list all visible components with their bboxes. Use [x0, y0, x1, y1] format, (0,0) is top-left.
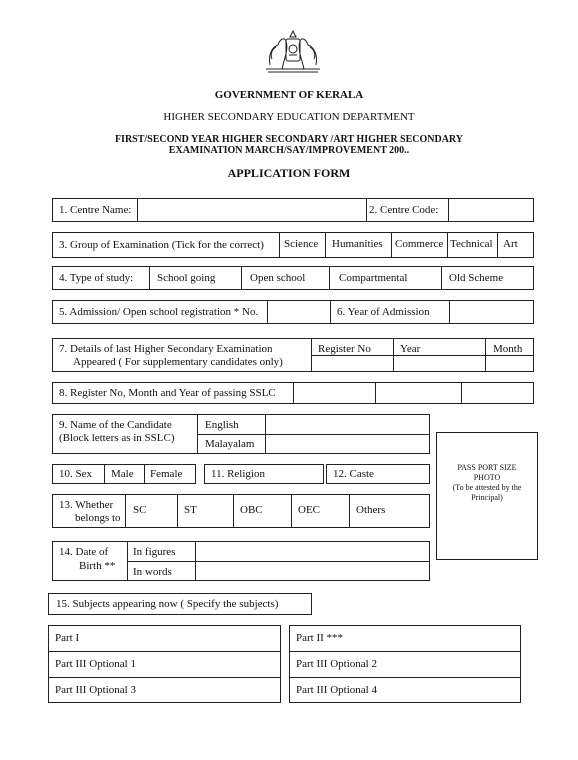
belongs-option-label: SC — [133, 504, 147, 516]
dob-row — [52, 541, 430, 581]
candidate-name-row — [52, 414, 430, 454]
admission-row — [52, 300, 534, 324]
last-exam-month-cell[interactable] — [485, 339, 533, 371]
sex-label: 10. Sex — [59, 468, 92, 480]
subjects-label: 15. Subjects appearing now ( Specify the subjects) — [56, 598, 279, 610]
subject-part-ii-field[interactable] — [290, 626, 520, 651]
year-of-admission-label: 6. Year of Admission — [337, 306, 430, 318]
subject-part-i-field[interactable] — [49, 626, 280, 651]
centre-code-label: 2. Centre Code: — [369, 204, 439, 216]
exam-title-line1: FIRST/SECOND YEAR HIGHER SECONDARY /ART HIGHER SECONDARY — [114, 134, 464, 145]
group-option-art[interactable] — [497, 233, 533, 257]
photo-label-line2: PHOTO — [473, 473, 501, 482]
belongs-option-label: OBC — [240, 504, 263, 516]
sex-option-female[interactable] — [144, 465, 195, 483]
dob-figures-field[interactable] — [196, 542, 429, 561]
dob-label-line1: 14. Date of — [59, 546, 109, 558]
subjects-left-table — [48, 625, 281, 703]
centre-name-field[interactable] — [137, 199, 367, 221]
study-option-open-school[interactable] — [241, 267, 329, 289]
belongs-option-st[interactable] — [177, 495, 233, 527]
belongs-option-obc[interactable] — [233, 495, 291, 527]
year-of-admission-field[interactable] — [449, 301, 533, 323]
sex-option-label: Male — [111, 468, 134, 480]
government-heading: GOVERNMENT OF KERALA — [214, 89, 364, 101]
study-option-compartmental[interactable] — [329, 267, 441, 289]
study-row — [52, 266, 534, 290]
belongs-label-line2: belongs to — [75, 512, 121, 524]
sslc-year-field[interactable] — [461, 383, 533, 403]
sslc-month-field[interactable] — [375, 383, 461, 403]
name-english-field[interactable] — [266, 415, 429, 434]
photo-label-line3: (To be attested by the — [452, 483, 522, 492]
study-label: 4. Type of study: — [59, 272, 134, 284]
admission-number-field[interactable] — [267, 301, 331, 323]
belongs-option-label: OEC — [298, 504, 320, 516]
study-option-label: Open school — [250, 272, 306, 284]
belongs-option-label: Others — [356, 504, 386, 516]
last-exam-year-cell[interactable] — [393, 339, 485, 371]
belongs-option-sc[interactable] — [125, 495, 177, 527]
subject-slot-label: Part I — [55, 632, 80, 644]
belongs-option-others[interactable] — [349, 495, 429, 527]
subject-slot-label: Part II *** — [296, 632, 344, 644]
kerala-state-emblem-icon — [262, 25, 324, 75]
last-exam-register-cell[interactable] — [311, 339, 393, 371]
group-option-label: Commerce — [395, 238, 444, 250]
centre-row — [52, 198, 534, 222]
group-option-label: Humanities — [332, 238, 383, 250]
study-option-old-scheme[interactable] — [441, 267, 533, 289]
belongs-option-label: ST — [184, 504, 197, 516]
department-heading: HIGHER SECONDARY EDUCATION DEPARTMENT — [163, 111, 415, 123]
form-title: APPLICATION FORM — [227, 166, 351, 180]
subject-optional-1-field[interactable] — [49, 652, 280, 677]
dob-label-line2: Birth ** — [79, 560, 116, 572]
group-option-label: Science — [284, 238, 319, 250]
photo-label-line1: PASS PORT SIZE — [457, 463, 517, 472]
subjects-right-table — [289, 625, 521, 703]
name-malayalam-label: Malayalam — [205, 438, 255, 450]
last-exam-row — [52, 338, 534, 372]
sslc-register-field[interactable] — [293, 383, 375, 403]
study-option-label: School going — [157, 272, 216, 284]
subjects-heading-box — [48, 593, 312, 615]
group-option-science[interactable] — [279, 233, 325, 257]
centre-name-label: 1. Centre Name: — [59, 204, 132, 216]
candidate-name-label-line1: 9. Name of the Candidate — [59, 419, 172, 431]
caste-label: 12. Caste — [333, 468, 374, 480]
last-exam-label-line2: Appeared ( For supplementary candidates only) — [73, 356, 283, 368]
sslc-row — [52, 382, 534, 404]
dob-words-label: In words — [133, 566, 172, 578]
last-exam-label-line1: 7. Details of last Higher Secondary Examination — [59, 343, 273, 355]
caste-field[interactable] — [326, 464, 430, 484]
religion-field[interactable] — [204, 464, 324, 484]
sex-option-male[interactable] — [104, 465, 144, 483]
group-row — [52, 232, 534, 258]
sslc-label: 8. Register No, Month and Year of passing SSLC — [59, 387, 276, 399]
sex-option-label: Female — [150, 468, 183, 480]
belongs-row — [52, 494, 430, 528]
study-option-label: Compartmental — [339, 272, 408, 284]
subject-slot-label: Part III Optional 1 — [55, 658, 136, 670]
group-option-label: Art — [503, 238, 518, 250]
religion-label: 11. Religion — [211, 468, 265, 480]
group-label: 3. Group of Examination (Tick for the correct) — [59, 239, 264, 251]
sex-row — [52, 464, 196, 484]
admission-label: 5. Admission/ Open school registration * No. — [59, 306, 259, 318]
name-malayalam-field[interactable] — [266, 435, 429, 453]
last-exam-col-label: Month — [493, 343, 523, 355]
study-option-label: Old Scheme — [449, 272, 504, 284]
subject-slot-label: Part III Optional 4 — [296, 684, 377, 696]
subject-optional-4-field[interactable] — [290, 678, 520, 702]
subject-slot-label: Part III Optional 3 — [55, 684, 136, 696]
subject-optional-3-field[interactable] — [49, 678, 280, 702]
name-english-label: English — [205, 419, 239, 431]
dob-words-field[interactable] — [196, 562, 429, 580]
last-exam-col-label: Year — [400, 343, 421, 355]
photo-label-line4: Principal) — [471, 493, 503, 502]
candidate-name-label-line2: (Block letters as in SSLC) — [59, 432, 175, 444]
subject-slot-label: Part III Optional 2 — [296, 658, 377, 670]
group-option-label: Technical — [450, 238, 493, 250]
group-option-commerce[interactable] — [391, 233, 447, 257]
centre-code-field[interactable] — [448, 199, 533, 221]
last-exam-col-label: Register No — [318, 343, 371, 355]
study-option-school-going[interactable] — [149, 267, 241, 289]
exam-title-line2: EXAMINATION MARCH/SAY/IMPROVEMENT 200.. — [168, 145, 410, 156]
belongs-option-oec[interactable] — [291, 495, 349, 527]
group-option-humanities[interactable] — [325, 233, 391, 257]
group-option-technical[interactable] — [447, 233, 497, 257]
subject-optional-2-field[interactable] — [290, 652, 520, 677]
passport-photo-box[interactable] — [436, 432, 538, 560]
belongs-label-line1: 13. Whether — [59, 499, 114, 511]
dob-figures-label: In figures — [133, 546, 176, 558]
